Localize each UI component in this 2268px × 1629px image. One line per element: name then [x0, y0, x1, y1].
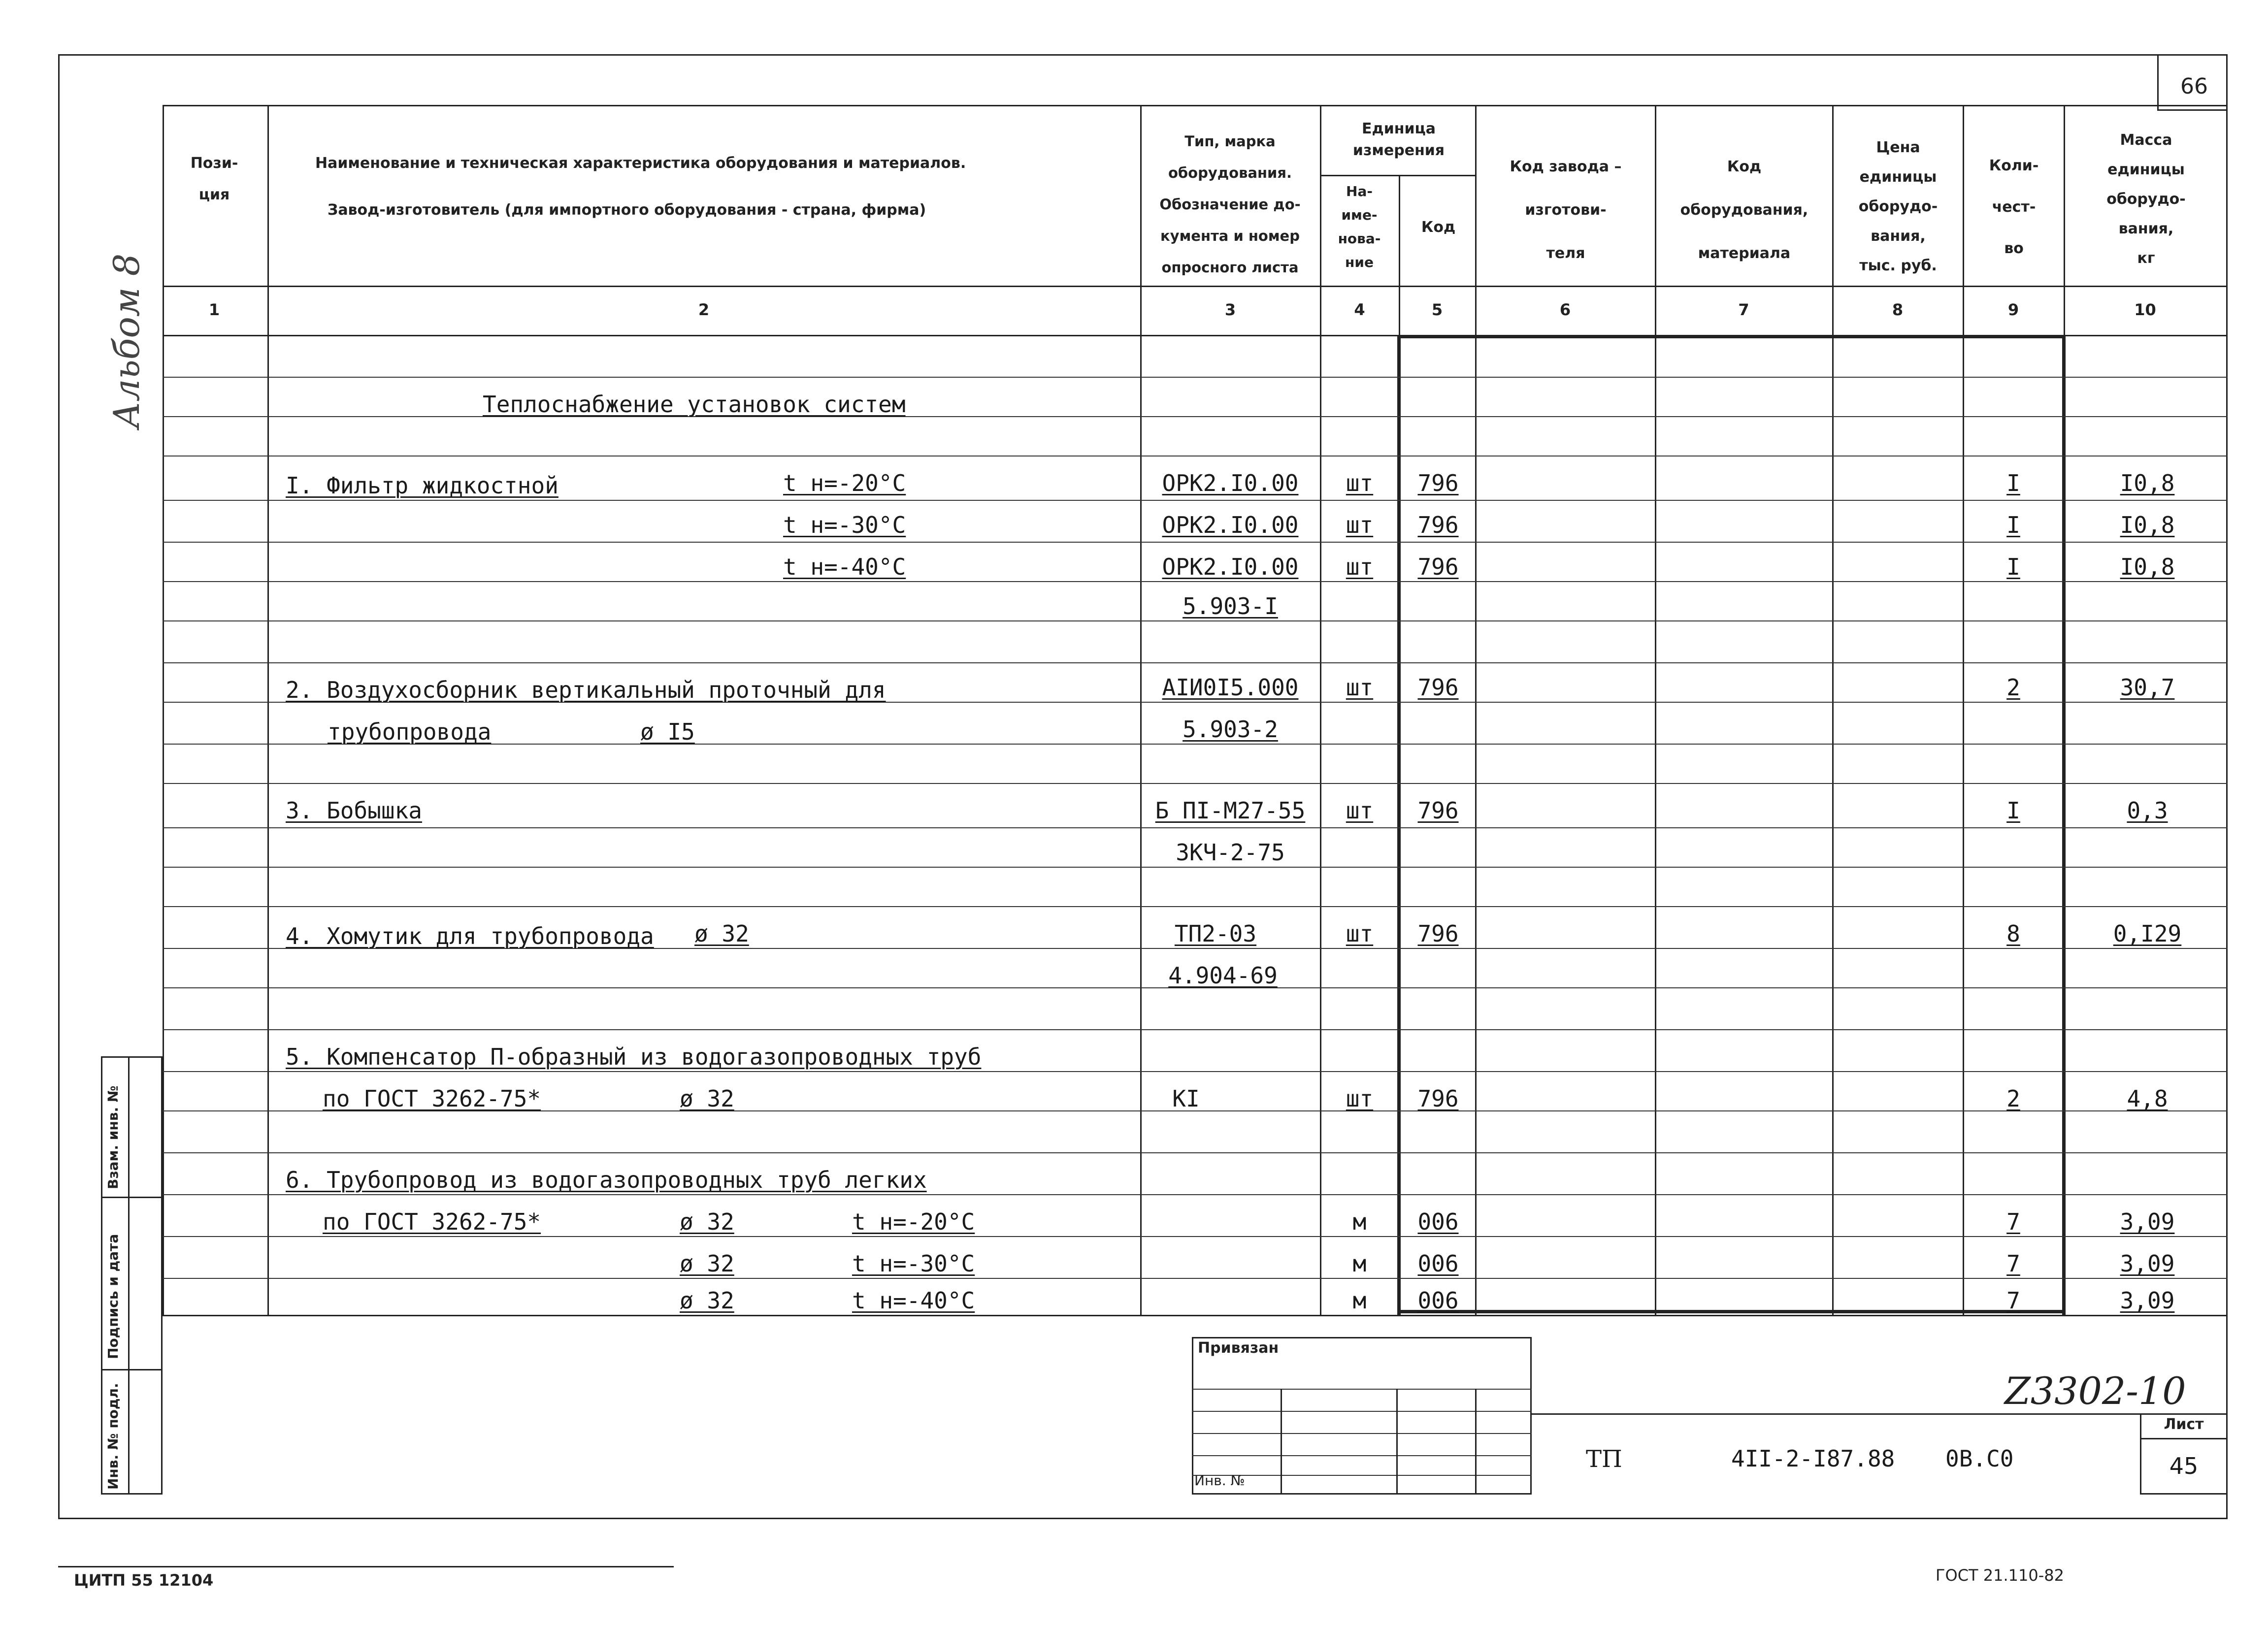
item-name: I. Фильтр жидкостной	[286, 472, 559, 499]
item-qty: 2	[2006, 1085, 2020, 1112]
col-line-5	[1475, 105, 1477, 1316]
stamp-vline	[1281, 1389, 1282, 1495]
item-code: 796	[1417, 920, 1459, 947]
item-type: ОРК2.I0.00	[1162, 512, 1299, 538]
header-unit-name: На- име- нова- ние	[1338, 183, 1381, 270]
col-number: 1	[208, 300, 220, 319]
item-unit: м	[1352, 1250, 1367, 1277]
item-name: 3. Бобышка	[286, 797, 422, 824]
item-name: по ГОСТ 3262-75*	[323, 1085, 541, 1112]
item-type: ЗКЧ-2-75	[1176, 839, 1285, 866]
item-name: 6. Трубопровод из водогазопроводных труб легких	[286, 1167, 927, 1193]
col-number: 5	[1431, 300, 1443, 319]
item-type: 5.903-I	[1183, 593, 1278, 619]
item-type: ТП2-03	[1174, 920, 1257, 947]
header-price: Цена единицы оборудо- вания, тыс. руб.	[1858, 139, 1938, 274]
item-param: ø 32	[680, 1287, 734, 1314]
footer-right: ГОСТ 21.110-82	[1936, 1566, 2064, 1585]
item-code: 796	[1417, 554, 1459, 580]
item-code: 796	[1417, 470, 1459, 496]
header-bottom-line	[163, 286, 2228, 287]
row-line	[163, 867, 2228, 868]
col-line-8	[1963, 105, 1964, 1316]
item-code: 006	[1417, 1287, 1459, 1314]
header-quantity: Коли- чест- во	[1989, 157, 2039, 257]
row-line	[163, 827, 2228, 828]
col-number: 2	[698, 300, 710, 319]
stamp-doc-code: 4II-2-I87.88	[1731, 1445, 1895, 1472]
header-mass: Масса единицы оборудо- вания, кг	[2106, 131, 2186, 267]
stamp-line	[1192, 1455, 1532, 1456]
item-mass: 3,09	[2120, 1250, 2175, 1277]
row-line	[163, 500, 2228, 501]
header-unit: Единица измерения	[1352, 120, 1445, 159]
row-line	[163, 906, 2228, 907]
item-mass: 0,I29	[2113, 920, 2182, 947]
item-type: ОРК2.I0.00	[1162, 470, 1299, 496]
album-label: Альбом 8	[106, 253, 147, 428]
item-qty: I	[2006, 512, 2020, 538]
header-unit-code: Код	[1421, 219, 1456, 236]
col-number: 9	[2007, 300, 2019, 319]
item-code: 796	[1417, 512, 1459, 538]
item-unit: шт	[1346, 554, 1374, 580]
stamp-line	[1192, 1389, 1532, 1390]
item-name: 5. Компенсатор П-образный из водогазопроводных труб	[286, 1043, 982, 1070]
col-number: 8	[1892, 300, 1904, 319]
item-param: ø 32	[680, 1208, 734, 1235]
item-unit: шт	[1346, 920, 1374, 947]
item-param2: t н=-30°C	[852, 1250, 975, 1277]
item-unit: шт	[1346, 470, 1374, 496]
row-line	[163, 662, 2228, 663]
stamp-privyazan: Привязан	[1198, 1339, 1279, 1357]
item-unit: м	[1352, 1208, 1367, 1235]
item-code: 796	[1417, 797, 1459, 824]
body-top-thick	[1397, 335, 2066, 338]
item-unit: шт	[1346, 674, 1374, 701]
row-line	[163, 783, 2228, 784]
item-type: 5.903-2	[1183, 716, 1278, 743]
stamp-inv-no: Инв. №	[1194, 1472, 1245, 1489]
sheet-number: 45	[2169, 1453, 2199, 1479]
item-param: ø I5	[640, 718, 695, 745]
item-param2: t н=-20°C	[852, 1208, 975, 1235]
item-qty: I	[2006, 554, 2020, 580]
row-line	[163, 1194, 2228, 1195]
item-param: t н=-30°C	[783, 512, 906, 538]
item-mass: I0,8	[2120, 512, 2175, 538]
header-equipment-code: Код оборудования, материала	[1680, 158, 1808, 262]
item-mass: I0,8	[2120, 470, 2175, 496]
item-qty: 7	[2006, 1287, 2020, 1314]
stamp-privyazan-box	[1192, 1337, 1532, 1495]
item-code: 796	[1417, 1085, 1459, 1112]
col-line-1	[267, 105, 269, 1316]
item-unit: м	[1352, 1287, 1367, 1314]
item-mass: 30,7	[2120, 674, 2175, 701]
row-line	[163, 581, 2228, 582]
item-mass: 3,09	[2120, 1208, 2175, 1235]
col-number: 4	[1354, 300, 1365, 319]
qty-col-thick-right	[2062, 335, 2066, 1316]
row-line	[163, 377, 2228, 378]
code-col-thick-left	[1397, 335, 1401, 1316]
col-number: 7	[1738, 300, 1749, 319]
stamp-line	[1192, 1433, 1532, 1434]
col-number: 6	[1559, 300, 1571, 319]
item-unit: шт	[1346, 797, 1374, 824]
item-name: 2. Воздухосборник вертикальный проточный для	[286, 677, 886, 703]
item-code: 006	[1417, 1250, 1459, 1277]
row-line	[163, 1278, 2228, 1279]
unit-split-line	[1320, 175, 1475, 176]
side-strip-divider	[128, 1056, 130, 1495]
item-name: 4. Хомутик для трубопровода	[286, 923, 654, 949]
item-type: КI	[1172, 1085, 1200, 1112]
item-code: 796	[1417, 674, 1459, 701]
row-line	[163, 1029, 2228, 1030]
col-number: 3	[1224, 300, 1236, 319]
sheet-box-divider	[2140, 1438, 2228, 1439]
item-mass: 4,8	[2127, 1085, 2168, 1112]
item-type: АIИ0I5.000	[1162, 674, 1299, 701]
side-label-inv-podl: Инв. № подл.	[105, 1383, 121, 1490]
item-qty: 7	[2006, 1208, 2020, 1235]
sheet-label: Лист	[2164, 1416, 2204, 1433]
item-type: 4.904-69	[1168, 962, 1278, 989]
header-name-line2: Завод-изготовитель (для импортного оборудования - страна, фирма)	[328, 201, 926, 219]
row-line	[163, 542, 2228, 543]
side-label-sign-date: Подпись и дата	[105, 1234, 121, 1359]
header-name-line1: Наименование и техническая характеристика оборудования и материалов.	[315, 155, 966, 172]
item-qty: 2	[2006, 674, 2020, 701]
item-qty: 8	[2006, 920, 2020, 947]
row-line	[163, 416, 2228, 417]
col-number: 10	[2134, 300, 2156, 319]
row-line	[163, 1071, 2228, 1072]
item-unit: шт	[1346, 1085, 1374, 1112]
col-line-7	[1832, 105, 1834, 1316]
row-line	[163, 620, 2228, 621]
col-line-3	[1320, 105, 1321, 1316]
col-line-6	[1655, 105, 1656, 1316]
section-title: Теплоснабжение установок систем	[483, 391, 906, 418]
item-code: 006	[1417, 1208, 1459, 1235]
item-type: Б ПI-М27-55	[1155, 797, 1306, 824]
handwritten-number: Z3302-10	[2005, 1369, 2186, 1413]
side-label-inv-vzam: Взам. инв. №	[105, 1085, 121, 1189]
item-param: t н=-40°C	[783, 554, 906, 580]
item-type: ОРК2.I0.00	[1162, 554, 1299, 580]
item-qty: I	[2006, 470, 2020, 496]
item-param: ø 32	[694, 920, 749, 947]
item-mass: 3,09	[2120, 1287, 2175, 1314]
header-type: Тип, марка оборудования. Обозначение до- кумента и номер опросного листа	[1159, 133, 1301, 276]
stamp-vline	[1396, 1389, 1398, 1495]
item-qty: I	[2006, 797, 2020, 824]
row-line	[163, 1236, 2228, 1237]
row-line	[163, 1152, 2228, 1153]
item-param2: t н=-40°C	[852, 1287, 975, 1314]
item-param: t н=-20°C	[783, 470, 906, 496]
item-unit: шт	[1346, 512, 1374, 538]
side-strip-line	[101, 1369, 163, 1370]
item-mass: 0,3	[2127, 797, 2168, 824]
item-param: ø 32	[680, 1085, 734, 1112]
item-param: ø 32	[680, 1250, 734, 1277]
stamp-vline	[1475, 1389, 1477, 1495]
item-name: по ГОСТ 3262-75*	[323, 1208, 541, 1235]
page-number: 66	[2180, 74, 2208, 99]
stamp-tp: ТП	[1586, 1445, 1622, 1473]
item-qty: 7	[2006, 1250, 2020, 1277]
stamp-sheet-code: 0В.С0	[1945, 1445, 2014, 1472]
col-line-2	[1140, 105, 1142, 1316]
footer-line	[58, 1566, 674, 1567]
item-mass: I0,8	[2120, 554, 2175, 580]
side-strip-line	[101, 1197, 163, 1198]
header-factory-code: Код завода – изготови- теля	[1510, 158, 1622, 262]
stamp-line	[1192, 1411, 1532, 1412]
item-name: трубопровода	[328, 718, 492, 745]
footer-left: ЦИТП 55 12104	[74, 1571, 214, 1590]
header-position: Пози- ция	[190, 155, 238, 203]
